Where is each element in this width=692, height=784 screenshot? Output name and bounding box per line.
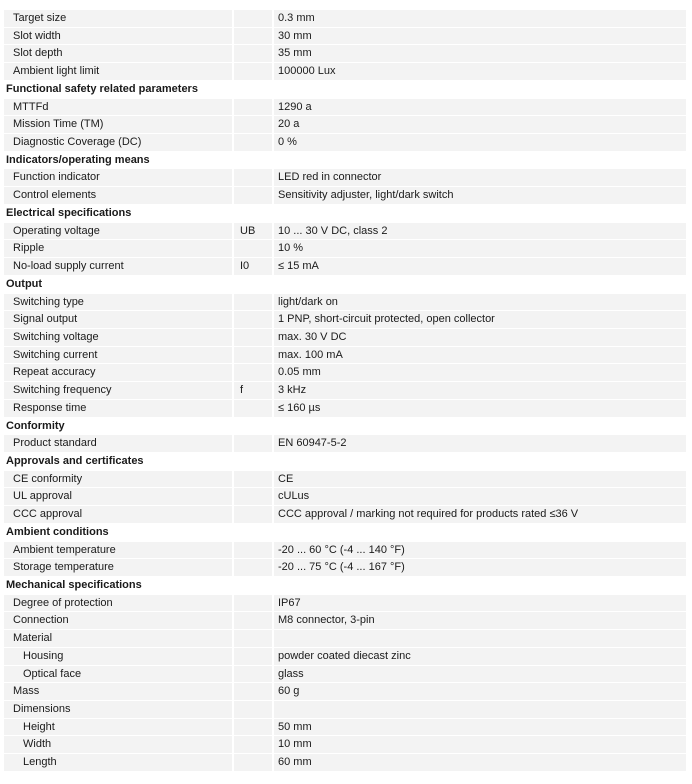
parameter-value: max. 100 mA xyxy=(278,348,343,361)
parameter-label: Slot width xyxy=(13,29,61,42)
parameter-label: UL approval xyxy=(13,490,72,503)
parameter-value: 35 mm xyxy=(278,47,312,60)
table-row xyxy=(4,347,686,365)
parameter-label: Length xyxy=(23,756,57,769)
parameter-value: max. 30 V DC xyxy=(278,330,347,343)
section-header xyxy=(4,152,686,170)
table-row xyxy=(4,701,686,719)
parameter-value: 30 mm xyxy=(278,29,312,42)
table-row xyxy=(4,542,686,560)
table-row xyxy=(4,400,686,418)
section-title: Mechanical specifications xyxy=(6,579,142,591)
parameter-label: Ripple xyxy=(13,242,45,255)
parameter-label: No-load supply current xyxy=(13,260,124,273)
parameter-label: Connection xyxy=(13,614,69,627)
parameter-value: 1290 a xyxy=(278,100,312,113)
parameter-label: CCC approval xyxy=(13,508,83,521)
parameter-value: 3 kHz xyxy=(278,384,307,397)
section-header xyxy=(4,524,686,542)
parameter-value: cULus xyxy=(278,490,310,503)
table-row xyxy=(4,648,686,666)
parameter-label: CE conformity xyxy=(13,472,83,485)
table-row xyxy=(4,488,686,506)
table-row xyxy=(4,223,686,241)
parameter-symbol: UB xyxy=(240,224,256,237)
table-row xyxy=(4,559,686,577)
parameter-label: Signal output xyxy=(13,313,78,326)
parameter-value: IP67 xyxy=(278,596,301,609)
section-title: Conformity xyxy=(6,419,65,432)
parameter-value: 10 mm xyxy=(278,738,312,751)
parameter-value: ≤ 160 µs xyxy=(278,401,321,414)
section-header xyxy=(4,577,686,595)
table-row xyxy=(4,45,686,63)
parameter-label: Control elements xyxy=(13,189,97,202)
table-row xyxy=(4,719,686,737)
section-title: Indicators/operating means xyxy=(6,153,150,166)
parameter-value: 0.05 mm xyxy=(278,366,321,379)
parameter-value: 100000 Lux xyxy=(278,65,336,78)
parameter-label: Product standard xyxy=(13,437,97,450)
parameter-value: -20 ... 60 °C (-4 ... 140 °F) xyxy=(278,543,405,556)
table-row xyxy=(4,311,686,329)
parameter-label: Mission Time (TM) xyxy=(13,118,104,131)
table-row xyxy=(4,294,686,312)
parameter-value: powder coated diecast zinc xyxy=(278,649,411,662)
parameter-label: Material xyxy=(13,632,53,645)
parameter-value: 60 mm xyxy=(278,756,312,769)
parameter-label: Storage temperature xyxy=(13,561,114,574)
table-row xyxy=(4,630,686,648)
parameter-value: glass xyxy=(278,667,304,680)
parameter-value: 0.3 mm xyxy=(278,12,315,24)
table-row xyxy=(4,595,686,613)
section-header xyxy=(4,453,686,471)
table-row xyxy=(4,666,686,684)
table-row xyxy=(4,612,686,630)
table-row xyxy=(4,28,686,46)
parameter-value: 60 g xyxy=(278,685,300,698)
parameter-label: Switching current xyxy=(13,348,98,361)
parameter-label: Switching frequency xyxy=(13,384,112,397)
section-title: Functional safety related parameters xyxy=(6,82,198,95)
parameter-value: 10 ... 30 V DC, class 2 xyxy=(278,224,388,237)
parameter-symbol: I0 xyxy=(240,260,250,273)
parameter-label: Ambient light limit xyxy=(13,65,100,78)
parameter-label: Slot depth xyxy=(13,47,63,60)
parameter-label: Response time xyxy=(13,401,87,414)
section-title: Electrical specifications xyxy=(6,206,132,219)
section-title: Approvals and certificates xyxy=(6,454,144,467)
parameter-label: Diagnostic Coverage (DC) xyxy=(13,136,142,149)
table-row xyxy=(4,471,686,489)
parameter-value: EN 60947-5-2 xyxy=(278,437,347,450)
table-row xyxy=(4,134,686,152)
table-row xyxy=(4,754,686,772)
parameter-value: 50 mm xyxy=(278,720,312,733)
parameter-label: Switching voltage xyxy=(13,330,99,343)
parameter-value: -20 ... 75 °C (-4 ... 167 °F) xyxy=(278,561,405,574)
section-header xyxy=(4,418,686,436)
table-row xyxy=(4,329,686,347)
table-row xyxy=(4,435,686,453)
parameter-label: Dimensions xyxy=(13,703,71,716)
parameter-label: Function indicator xyxy=(13,171,100,184)
section-title: Ambient conditions xyxy=(6,525,109,538)
parameter-symbol: f xyxy=(240,384,244,397)
table-row xyxy=(4,63,686,81)
parameter-label: Mass xyxy=(13,685,40,698)
parameter-value: light/dark on xyxy=(278,295,338,308)
table-row xyxy=(4,169,686,187)
parameter-value: CE xyxy=(278,472,294,485)
parameter-value: 10 % xyxy=(278,242,304,255)
parameter-label: Degree of protection xyxy=(13,596,113,609)
table-row xyxy=(4,187,686,205)
parameter-label: Ambient temperature xyxy=(13,543,116,556)
parameter-label: Repeat accuracy xyxy=(13,366,96,379)
parameter-label: Operating voltage xyxy=(13,224,100,237)
section-header xyxy=(4,276,686,294)
section-header xyxy=(4,205,686,223)
parameter-label: Switching type xyxy=(13,295,84,308)
parameter-label: Height xyxy=(23,720,55,733)
table-row xyxy=(4,506,686,524)
parameter-value: LED red in connector xyxy=(278,171,382,184)
table-row xyxy=(4,116,686,134)
parameter-value: Sensitivity adjuster, light/dark switch xyxy=(278,189,454,202)
parameter-label: Optical face xyxy=(23,667,82,680)
spec-table xyxy=(4,10,686,772)
table-row xyxy=(4,258,686,276)
table-row xyxy=(4,364,686,382)
parameter-value: CCC approval / marking not required for products rated ≤36 V xyxy=(278,508,579,521)
parameter-value: M8 connector, 3-pin xyxy=(278,614,375,627)
parameter-label: Target size xyxy=(13,12,67,24)
section-title: Output xyxy=(6,277,43,290)
parameter-value: 20 a xyxy=(278,118,300,131)
table-row xyxy=(4,10,686,28)
section-header xyxy=(4,81,686,99)
parameter-label: Width xyxy=(23,738,52,751)
table-row xyxy=(4,683,686,701)
parameter-value: 0 % xyxy=(278,136,297,149)
table-row xyxy=(4,382,686,400)
table-row xyxy=(4,240,686,258)
table-row xyxy=(4,99,686,117)
table-row xyxy=(4,736,686,754)
parameter-value: ≤ 15 mA xyxy=(278,260,319,273)
parameter-value: 1 PNP, short-circuit protected, open collector xyxy=(278,313,495,326)
parameter-label: Housing xyxy=(23,649,64,662)
parameter-label: MTTFd xyxy=(13,100,49,113)
